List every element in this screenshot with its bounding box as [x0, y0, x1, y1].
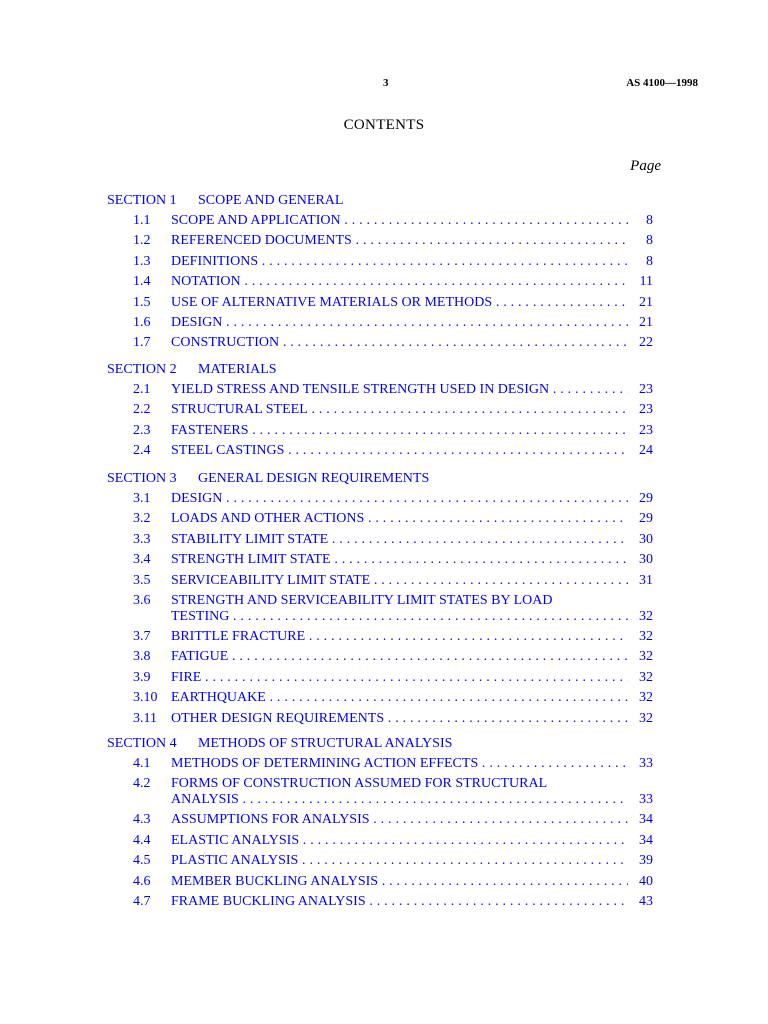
toc-entry-number: 4.2 — [133, 776, 151, 792]
toc-entry-page: 43 — [639, 894, 653, 909]
toc-entry-number: 4.4 — [133, 832, 151, 848]
section-label: SECTION 4 — [107, 736, 177, 751]
toc-entry-number: 3.9 — [133, 669, 151, 685]
toc-entry-number: 1.6 — [133, 315, 151, 330]
toc-entry-page: 30 — [639, 531, 653, 547]
toc-entry-title: FIRE . . . — [171, 670, 628, 686]
toc-entry-number: 1.2 — [133, 233, 151, 249]
toc-entry-number: 4.7 — [133, 894, 151, 909]
toc-entry-page: 31 — [639, 572, 653, 588]
toc-entry-title: METHODS OF DETERMINING ACTION EFFECTS . . . — [171, 756, 628, 772]
header-standard-designation: AS 4100—1998 — [626, 77, 698, 89]
toc-entry-page: 8 — [646, 253, 653, 269]
header-page-number: 3 — [383, 77, 389, 89]
toc-entry-title: FASTENERS . . . — [171, 423, 628, 439]
toc-entry-number: 3.7 — [133, 629, 151, 644]
toc-entry-page: 23 — [639, 382, 653, 397]
toc-entry-number: 3.8 — [133, 649, 151, 665]
toc-entry-title: REFERENCED DOCUMENTS . . . — [171, 233, 628, 249]
toc-entry-title: EARTHQUAKE . . . — [171, 690, 628, 706]
toc-entry-number: 4.5 — [133, 853, 151, 869]
toc-entry-title: DEFINITIONS . . . — [171, 254, 628, 270]
toc-entry-number: 4.1 — [133, 756, 151, 771]
toc-entry-number: 2.3 — [133, 422, 151, 438]
toc-entry-title: STRUCTURAL STEEL . . . — [171, 402, 628, 418]
toc-entry-page: 23 — [639, 422, 653, 438]
section-title: GENERAL DESIGN REQUIREMENTS — [198, 471, 430, 486]
toc-entry-page: 29 — [639, 511, 653, 527]
toc-entry-page: 24 — [639, 443, 653, 459]
toc-entry-title-continued: ANALYSIS . . . — [171, 792, 628, 808]
toc-entry-page: 29 — [639, 491, 653, 506]
toc-entry-page: 32 — [639, 629, 653, 644]
toc-entry-title: PLASTIC ANALYSIS . . . — [171, 853, 628, 869]
toc-entry-page: 34 — [639, 832, 653, 848]
toc-entry-page: 23 — [639, 402, 653, 418]
section-label: SECTION 3 — [107, 471, 177, 486]
toc-entry-title: STRENGTH AND SERVICEABILITY LIMIT STATES BY LOAD — [171, 593, 553, 608]
section-label: SECTION 2 — [107, 362, 177, 377]
toc-entry-page: 11 — [639, 274, 653, 290]
toc-entry-title: NOTATION . . . — [171, 274, 628, 290]
toc-entry-number: 3.4 — [133, 552, 151, 568]
toc-entry-page: 40 — [639, 873, 653, 889]
toc-entry-page: 32 — [639, 608, 653, 624]
toc-entry-page: 32 — [639, 649, 653, 665]
toc-entry-page: 34 — [639, 812, 653, 828]
toc-entry-page: 8 — [646, 233, 653, 249]
toc-entry-number: 2.4 — [133, 443, 151, 459]
toc-entry-number: 3.2 — [133, 511, 151, 527]
toc-entry-title: STEEL CASTINGS . . . — [171, 443, 628, 459]
toc-entry-number: 3.5 — [133, 572, 151, 588]
toc-entry-page: 8 — [646, 213, 653, 228]
toc-entry-number: 1.7 — [133, 335, 151, 351]
toc-entry-number: 3.1 — [133, 491, 151, 506]
toc-entry-page: 21 — [639, 294, 653, 310]
toc-entry-title: LOADS AND OTHER ACTIONS . . . — [171, 511, 628, 527]
toc-entry-title: DESIGN . . . — [171, 315, 628, 331]
toc-entry-title: SCOPE AND APPLICATION . . . — [171, 213, 628, 229]
toc-entry-title: FRAME BUCKLING ANALYSIS . . . — [171, 894, 628, 910]
toc-entry-title: FORMS OF CONSTRUCTION ASSUMED FOR STRUCTURAL — [171, 776, 548, 792]
toc-entry-number: 4.3 — [133, 812, 151, 828]
toc-entry-page: 22 — [639, 335, 653, 351]
toc-entry-page: 32 — [639, 690, 653, 706]
toc-entry-title: MEMBER BUCKLING ANALYSIS . . . — [171, 874, 628, 890]
toc-entry-title: CONSTRUCTION . . . — [171, 335, 628, 351]
toc-entry-page: 32 — [639, 669, 653, 685]
toc-entry-number: 2.1 — [133, 382, 151, 397]
toc-entry-page: 30 — [639, 552, 653, 568]
toc-entry-number: 1.1 — [133, 213, 151, 228]
toc-entry-title: STRENGTH LIMIT STATE . . . — [171, 552, 628, 568]
toc-entry-number: 3.6 — [133, 593, 151, 608]
toc-entry-title: SERVICEABILITY LIMIT STATE . . . — [171, 573, 628, 589]
section-title: METHODS OF STRUCTURAL ANALYSIS — [198, 736, 453, 751]
toc-entry-title: STABILITY LIMIT STATE . . . — [171, 532, 628, 548]
section-title: MATERIALS — [198, 362, 277, 377]
page-column-heading: Page — [630, 158, 661, 174]
toc-entry-title: OTHER DESIGN REQUIREMENTS . . . — [171, 711, 628, 727]
toc-entry-title: YIELD STRESS AND TENSILE STRENGTH USED IN DESIGN . . . — [171, 382, 628, 398]
toc-entry-number: 1.3 — [133, 253, 151, 269]
toc-entry-title: ASSUMPTIONS FOR ANALYSIS . . . — [171, 812, 628, 828]
toc-entry-title: DESIGN . . . — [171, 491, 628, 507]
toc-entry-title: ELASTIC ANALYSIS . . . — [171, 833, 628, 849]
toc-entry-page: 33 — [639, 792, 653, 807]
toc-entry-title: BRITTLE FRACTURE . . . — [171, 629, 628, 645]
toc-entry-number: 1.5 — [133, 294, 151, 310]
section-label: SECTION 1 — [107, 193, 177, 208]
toc-entry-page: 33 — [639, 756, 653, 771]
toc-entry-number: 3.11 — [133, 710, 157, 726]
toc-entry-page: 39 — [639, 853, 653, 869]
toc-entry-number: 1.4 — [133, 274, 151, 290]
toc-entry-number: 2.2 — [133, 402, 151, 418]
contents-title: CONTENTS — [343, 117, 425, 133]
toc-entry-page: 32 — [639, 710, 653, 726]
toc-entry-page: 21 — [639, 315, 653, 330]
toc-entry-number: 4.6 — [133, 873, 151, 889]
toc-entry-number: 3.3 — [133, 531, 151, 547]
toc-entry-title: FATIGUE . . . — [171, 649, 628, 665]
toc-entry-title-continued: TESTING . . . — [171, 609, 628, 625]
section-title: SCOPE AND GENERAL — [198, 193, 344, 208]
toc-entry-number: 3.10 — [133, 690, 158, 706]
toc-entry-title: USE OF ALTERNATIVE MATERIALS OR METHODS . . . — [171, 295, 628, 311]
